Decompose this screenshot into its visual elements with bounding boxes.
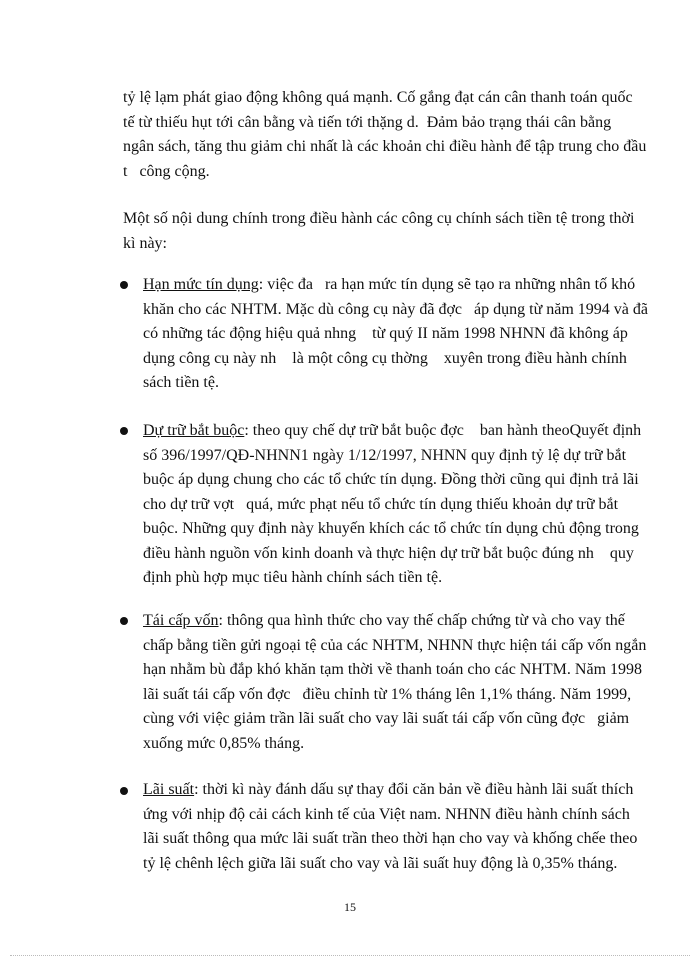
- text-line: cho dự trữ vợt quá, mức phạt nếu tổ chức tín dụng thiếu khoản dự trữ bắt: [143, 495, 619, 513]
- bullet-item: [143, 778, 651, 876]
- bullet-term: Dự trữ bắt buộc: [143, 422, 245, 439]
- text-line: [143, 419, 651, 444]
- text-line: định phù hợp mục tiêu hành chính sách tiền tệ.: [143, 569, 443, 586]
- text-line: điều hành nguồn vốn kinh doanh và thực hiện dự trữ bắt buộc đúng nh quy: [143, 544, 634, 562]
- text-line: số 396/1997/QĐ-NHNN1 ngày 1/12/1997, NHNN quy định tỷ lệ dự trữ bắt: [143, 446, 627, 464]
- text-line: dụng công cụ này nh là một công cụ thờng xuyên trong điều hành chính: [143, 349, 627, 367]
- bullet-text: : theo quy chế dự trữ bắt buộc đợc ban hành theoQuyết định: [244, 422, 642, 439]
- text-line: lãi suất tái cấp vốn đợc điều chỉnh từ 1% tháng lên 1,1% tháng. Năm 1999,: [143, 685, 632, 703]
- page-bottom-divider: [10, 955, 690, 956]
- bullet-text: : việc đa ra hạn mức tín dụng sẽ tạo ra những nhân tố khó: [258, 276, 636, 293]
- text-line: tế từ thiếu hụt tới cân bằng và tiến tới thặng d. Đảm bảo trạng thái cân bằng: [123, 113, 612, 131]
- bullet-item: [143, 609, 651, 756]
- text-line: buộc áp dụng chung cho các tổ chức tín dụng. Đồng thời cũng qui định trả lãi: [143, 471, 639, 488]
- bullet-text: : thời kì này đánh dấu sự thay đổi căn bản về điều hành lãi suất thích: [194, 781, 634, 798]
- bullet-term: Lãi suất: [143, 781, 195, 798]
- text-line: kì này:: [123, 234, 167, 252]
- bullet-item: [143, 419, 651, 591]
- text-line: cùng với việc giảm trần lãi suất cho vay lãi suất tái cấp vốn cũng đợc giảm: [143, 710, 630, 727]
- text-line: ứng với nhịp độ cải cách kinh tế của Việt nam. NHNN điều hành chính sách: [143, 805, 630, 823]
- text-line: tỷ lệ lạm phát giao động không quá mạnh. Cố gắng đạt cán cân thanh toán quốc: [123, 89, 633, 106]
- text-line: buộc. Những quy định này khuyến khích các tổ chức tín dụng chủ động trong: [143, 520, 639, 537]
- text-line: khăn cho các NHTM. Mặc dù công cụ này đã đợc áp dụng từ năm 1994 và đã: [143, 300, 648, 318]
- text-line: tỷ lệ chênh lệch giữa lãi suất cho vay và lãi suất huy động là 0,35% tháng.: [143, 854, 618, 872]
- bullet-term: Hạn mức tín dụng: [143, 276, 259, 293]
- text-line: chấp bằng tiền gửi ngoại tệ của các NHTM, NHNN thực hiện tái cấp vốn ngắn: [143, 636, 647, 654]
- text-line: [143, 273, 651, 298]
- bullet-term: Tái cấp vốn: [143, 612, 219, 629]
- text-line: hạn nhằm bù đắp khó khăn tạm thời về thanh toán cho các NHTM. Năm 1998: [143, 661, 643, 678]
- text-line: xuống mức 0,85% tháng.: [143, 734, 305, 752]
- bullet-icon: [120, 617, 128, 625]
- bullet-item: [143, 273, 651, 396]
- text-line: [143, 778, 651, 803]
- intro-paragraph: [123, 86, 651, 184]
- text-line: Một số nội dung chính trong điều hành các công cụ chính sách tiền tệ trong thời: [123, 210, 635, 227]
- bullet-icon: [120, 787, 128, 795]
- lead-paragraph: [123, 207, 651, 256]
- text-line: lãi suất thông qua mức lãi suất trần theo thời hạn cho vay và khống chếe theo: [143, 830, 638, 847]
- bullet-icon: [120, 427, 128, 435]
- text-line: t công cộng.: [123, 162, 210, 180]
- page-number: 15: [344, 900, 356, 914]
- text-line: ngân sách, tăng thu giảm chi nhất là các khoản chi điều hành để tập trung cho đầu: [123, 138, 647, 155]
- text-line: sách tiền tệ.: [143, 374, 219, 391]
- text-line: [143, 609, 651, 634]
- bullet-text: : thông qua hình thức cho vay thế chấp chứng từ và cho vay thế: [218, 612, 625, 629]
- bullet-icon: [120, 281, 128, 289]
- text-line: có những tác động hiệu quả nhng từ quý II năm 1998 NHNN đã không áp: [143, 325, 628, 342]
